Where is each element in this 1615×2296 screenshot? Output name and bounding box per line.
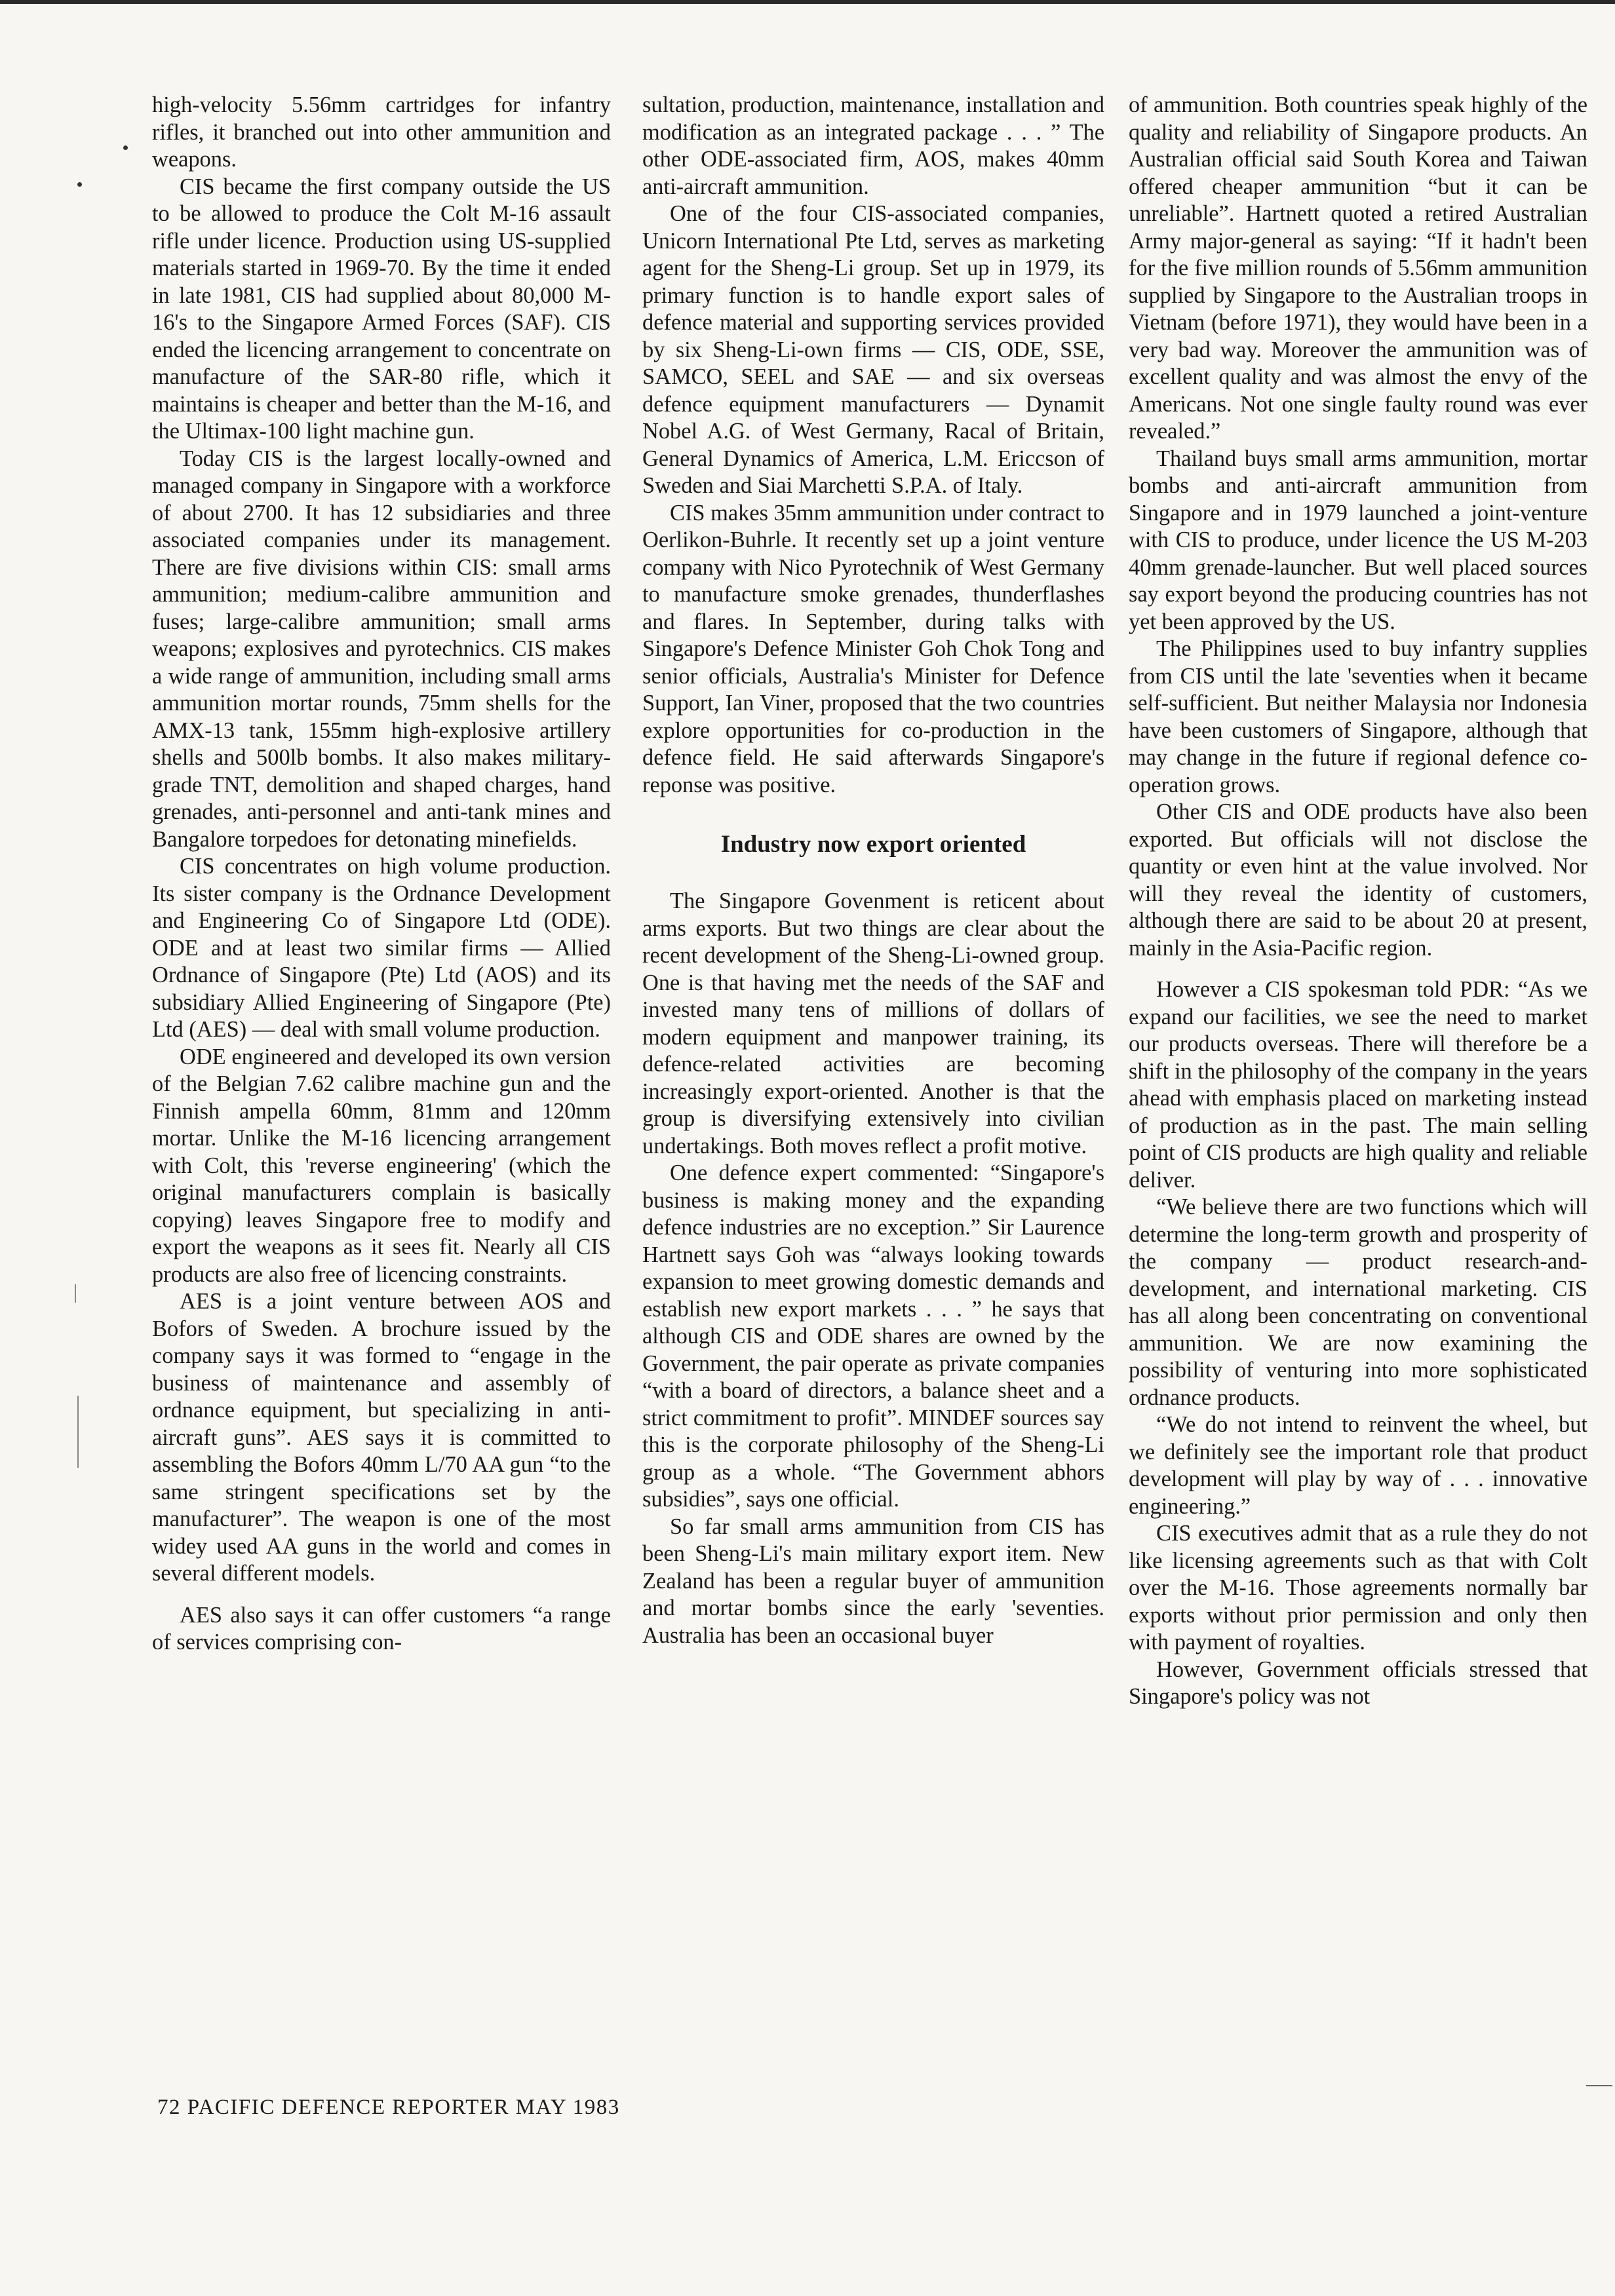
- publication-name: PACIFIC DEFENCE REPORTER: [187, 2095, 509, 2119]
- issue-date: MAY 1983: [515, 2095, 620, 2119]
- paragraph: of ammunition. Both countries speak highly of the quality and reliability of Singapore products. An Australian official said South Korea and Taiwan offered cheaper ammunition “but it can be unreliable”. Hartnett quoted a retired Australian Army major-general as saying: “If it hadn't been for the five million rounds of 5.56mm ammunition supplied by Singapore to the Australian troops in Vietnam (before 1971), they would have been in a very bad way. Moreover the ammunition was of excellent quality and was almost the envy of the Americans. Not one single faulty round was ever revealed.”: [1129, 92, 1587, 444]
- page-number: 72: [157, 2095, 181, 2119]
- paragraph: CIS makes 35mm ammunition under contract to Oerlikon-Buhrle. It recently set up a joint venture company with Nico Pyrotechnik of West Germany to manufacture smoke grenades, thunderflashes and flares. In September, during talks with Singapore's Defence Minister Goh Chok Tong and senior officials, Australia's Minister for Defence Support, Ian Viner, proposed that the two countries explore opportunities for co-production in the defence field. He said afterwards Singapore's reponse was positive.: [642, 500, 1104, 797]
- paragraph: “We believe there are two functions which will determine the long-term growth and prosperity of the company — product research-and-development, and international marketing. CIS has all along been concentrating on conventional ammunition. We are now examining the possibility of venturing into more sophisticated ordnance products.: [1129, 1195, 1587, 1410]
- paragraph: One of the four CIS-associated companies, Unicorn International Pte Ltd, serves as marketing agent for the Sheng-Li group. Set up in 1979, its primary function is to handle export sales of defence material and supporting services provided by six Sheng-Li-own firms — CIS, ODE, SSE, SAMCO, SEEL and SAE — and six overseas defence equipment manufacturers — Dynamit Nobel A.G. of West Germany, Racal of Britain, General Dynamics of America, L.M. Ericcson of Sweden and Siai Marchetti S.P.A. of Italy.: [642, 201, 1104, 498]
- paragraph: “We do not intend to reinvent the wheel, but we definitely see the important role that product development will play by way of . . . innovative engineering.”: [1129, 1412, 1587, 1519]
- article-column-3: [1129, 92, 1587, 1711]
- paragraph: However a CIS spokesman told PDR: “As we expand our facilities, we see the need to market our products overseas. There will therefore be a shift in the philosophy of the company in the years ahead with emphasis placed on marketing instead of production as in the past. The main selling point of CIS products are high quality and reliable deliver.: [1129, 977, 1587, 1193]
- paragraph: CIS became the first company outside the US to be allowed to produce the Colt M-16 assault rifle under licence. Production using US-supplied materials started in 1969-70. By the time it ended in late 1981, CIS had supplied about 80,000 M-16's to the Singapore Armed Forces (SAF). CIS ended the licencing arrangement to concentrate on manufacture of the SAR-80 rifle, which it maintains is cheaper and better than the M-16, and the Ultimax-100 light machine gun.: [152, 174, 611, 444]
- paragraph: Today CIS is the largest locally-owned and managed company in Singapore with a workforce of about 2700. It has 12 subsidiaries and three associated companies under its management. There are five divisions within CIS: small arms ammunition; medium-calibre ammunition and fuses; large-calibre ammunition; small arms weapons; explosives and pyrotechnics. CIS makes a wide range of ammunition, including small arms ammunition mortar rounds, 75mm shells for the AMX-13 tank, 155mm high-explosive artillery shells and 500lb bombs. It also makes military-grade TNT, demolition and shaped charges, hand grenades, anti-personnel and anti-tank mines and Bangalore torpedoes for detonating minefields.: [152, 446, 611, 852]
- paragraph: However, Government officials stressed that Singapore's policy was not: [1129, 1656, 1587, 1709]
- paragraph: The Singapore Govenment is reticent about arms exports. But two things are clear about the recent development of the Sheng-Li-owned group. One is that having met the needs of the SAF and invested many tens of millions of dollars of modern equipment and manpower training, its defence-related activities are becoming increasingly export-oriented. Another is that the group is diversifying extensively into civilian undertakings. Both moves reflect a profit motive.: [642, 889, 1104, 1158]
- paragraph: Other CIS and ODE products have also been exported. But officials will not disclose the quantity or even hint at the value involved. Nor will they reveal the identity of customers, although there are said to be about 20 at present, mainly in the Asia-Pacific region.: [1129, 799, 1587, 961]
- paragraph: One defence expert commented: “Singapore's business is making money and the expanding defence industries are no exception.” Sir Laurence Hartnett says Goh was “always looking towards expansion to meet growing domestic demands and establish new export markets . . . ” he says that although CIS and ODE shares are owned by the Government, the pair operate as private companies “with a board of directors, a balance sheet and a strict commitment to profit”. MINDEF sources say this is the corporate philosophy of the Sheng-Li group as a whole. “The Government abhors subsidies”, says one official.: [642, 1160, 1104, 1512]
- paragraph: So far small arms ammunition from CIS has been Sheng-Li's main military export item. New Zealand has been a regular buyer of ammunition and mortar bombs since the early 'seventies. Australia has been an occasional buyer: [642, 1514, 1104, 1648]
- article-column-1: [152, 92, 611, 1656]
- paragraph: sultation, production, maintenance, installation and modification as an integrated package . . . ” The other ODE-associated firm, AOS, makes 40mm anti-aircraft ammunition.: [642, 92, 1104, 199]
- margin-dot: [77, 182, 82, 187]
- margin-mark: [77, 1396, 79, 1468]
- paragraph: AES is a joint venture between AOS and Bofors of Sweden. A brochure issued by the company says it was formed to “engage in the business of maintenance and assembly of ordnance equipment, but specializing in anti-aircraft guns”. AES says it is committed to assembling the Bofors 40mm L/70 AA gun “to the same stringent specifications set by the manufacturer”. The weapon is one of the most widey used AA guns in the world and comes in several different models.: [152, 1289, 611, 1586]
- paragraph: high-velocity 5.56mm cartridges for infantry rifles, it branched out into other ammunition and weapons.: [152, 92, 611, 172]
- margin-dash: [1586, 2085, 1612, 2086]
- paragraph: The Philippines used to buy infantry supplies from CIS until the late 'seventies when it became self-sufficient. But neither Malaysia nor Indonesia have been customers of Singapore, although that may change in the future if regional defence co-operation grows.: [1129, 636, 1587, 797]
- paragraph: CIS concentrates on high volume production. Its sister company is the Ordnance Development and Engineering Co of Singapore Ltd (ODE). ODE and at least two similar firms — Allied Ordnance of Singapore (Pte) Ltd (AOS) and its subsidiary Allied Engineering of Singapore (Pte) Ltd (AES) — deal with small volume production.: [152, 854, 611, 1042]
- paragraph: AES also says it can offer customers “a range of services comprising con-: [152, 1602, 611, 1655]
- page-footer: [157, 2095, 620, 2120]
- paragraph: ODE engineered and developed its own version of the Belgian 7.62 calibre machine gun and the Finnish ampella 60mm, 81mm and 120mm mortar. Unlike the M-16 licencing arrangement with Colt, this 'reverse engineering' (which the original manufacturers complain is basically copying) leaves Singapore free to modify and export the weapons as it sees fit. Nearly all CIS products are also free of licencing constraints.: [152, 1044, 611, 1287]
- article-column-2: [642, 92, 1104, 1649]
- section-heading: Industry now export oriented: [720, 831, 1026, 858]
- paragraph: CIS executives admit that as a rule they do not like licensing agreements such as that with Colt over the M-16. Those agreements normally bar exports without prior permission and only then with payment of royalties.: [1129, 1521, 1587, 1655]
- paragraph: Thailand buys small arms ammunition, mortar bombs and anti-aircraft ammunition from Singapore and in 1979 launched a joint-venture with CIS to produce, under licence the US M-203 40mm grenade-launcher. But well placed sources say export beyond the producing countries has not yet been approved by the US.: [1129, 446, 1587, 634]
- top-border-line: [0, 0, 1615, 4]
- margin-mark: [75, 1284, 76, 1303]
- margin-dot: [123, 145, 128, 150]
